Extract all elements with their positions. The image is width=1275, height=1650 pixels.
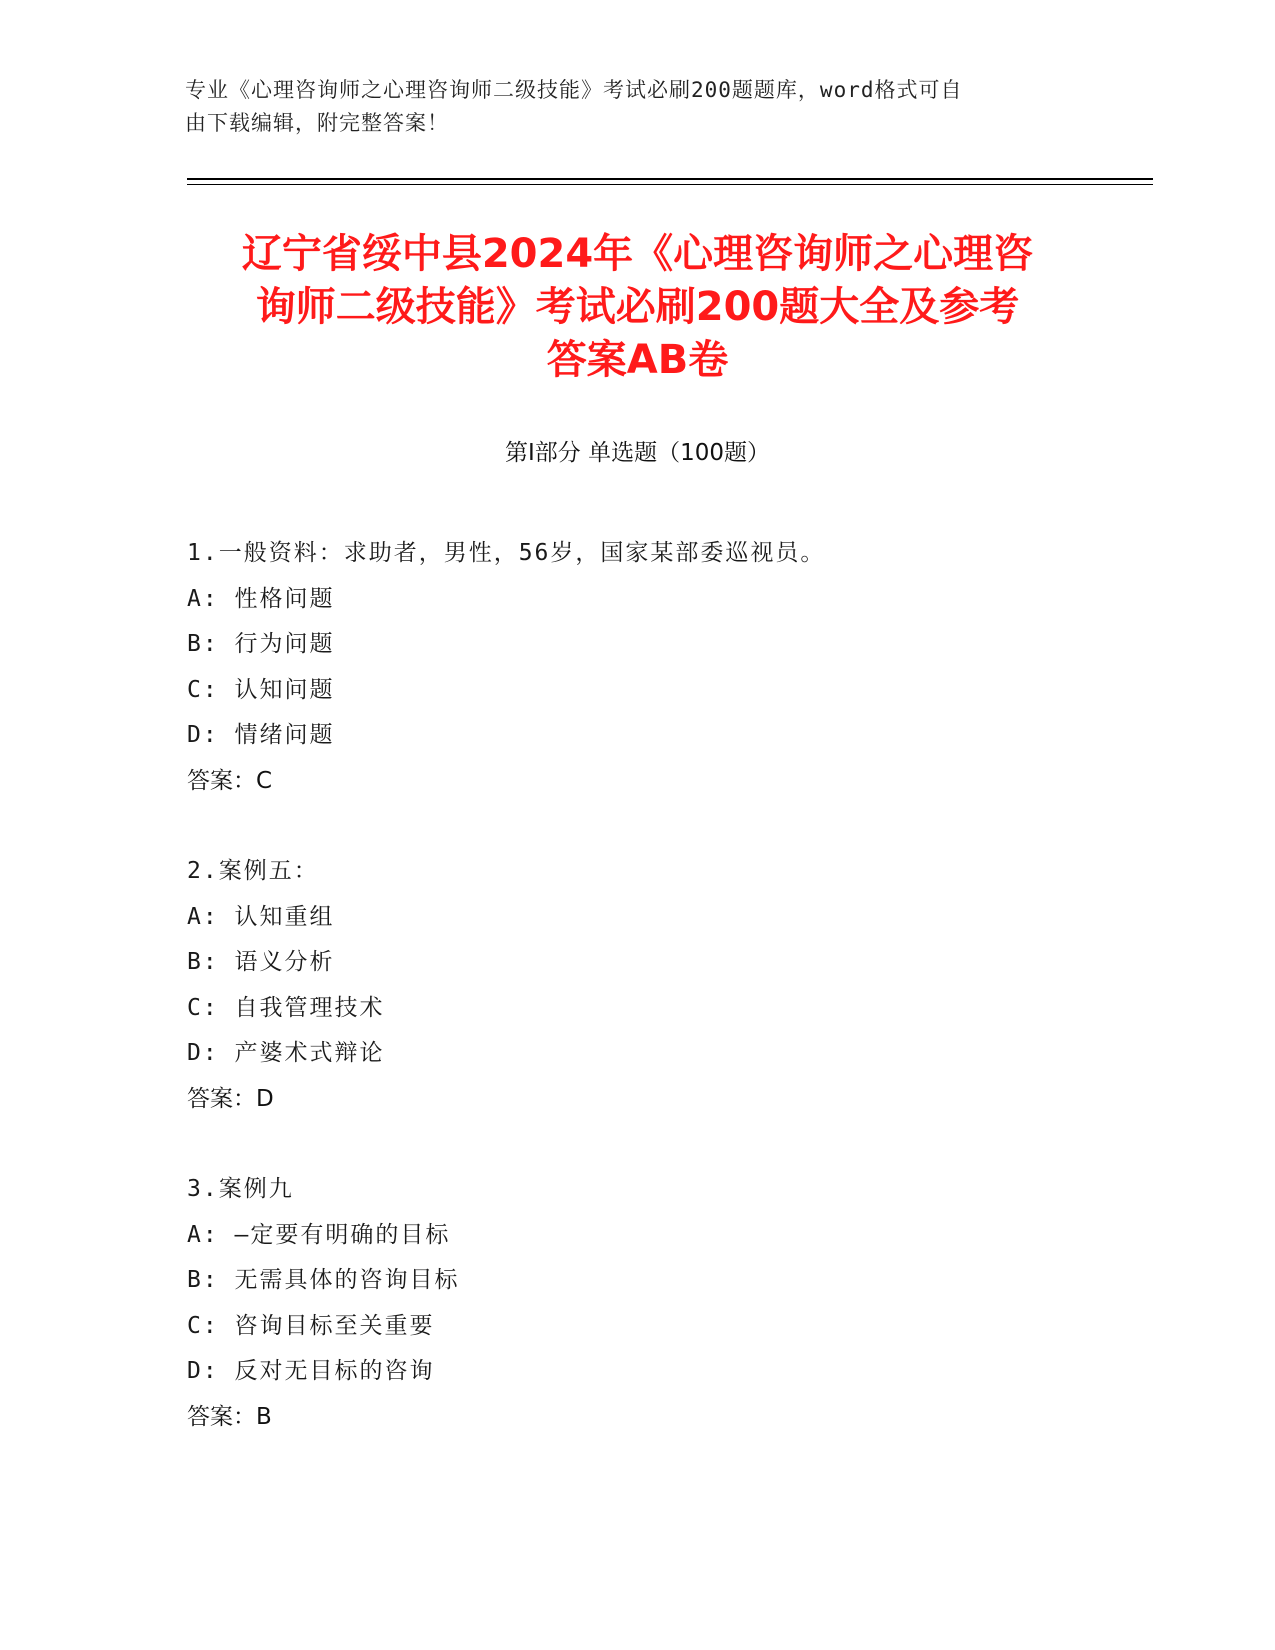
- header-divider-thick: [187, 178, 1153, 180]
- header-note-line-1: 专业《心理咨询师之心理咨询师二级技能》考试必刷200题题库，word格式可自: [185, 78, 963, 102]
- question-stem: 2.案例五：: [187, 858, 319, 884]
- document-title: [150, 228, 1125, 387]
- option-a: A: 性格问题: [187, 585, 335, 612]
- question-item: [187, 531, 1087, 804]
- question-list: [187, 531, 1087, 1485]
- option-a: A: —定要有明确的目标: [187, 1221, 451, 1248]
- title-line-1: 辽宁省绥中县2024年《心理咨询师之心理咨: [241, 231, 1034, 277]
- title-line-3: 答案AB卷: [546, 337, 729, 383]
- option-d: D: 产婆术式辩论: [187, 1040, 385, 1066]
- document-header-note: [185, 74, 1085, 140]
- question-item: [187, 1167, 1087, 1440]
- option-c: C: 认知问题: [187, 676, 335, 703]
- option-a: A: 认知重组: [187, 903, 335, 930]
- option-b: B: 语义分析: [187, 949, 335, 975]
- question-item: [187, 849, 1087, 1122]
- option-d: D: 反对无目标的咨询: [187, 1358, 435, 1384]
- section-title: 第Ⅰ部分 单选题（100题）: [505, 440, 770, 466]
- answer-line: 答案：D: [187, 1085, 274, 1112]
- option-b: B: 行为问题: [187, 631, 335, 657]
- title-line-2: 询师二级技能》考试必刷200题大全及参考: [255, 284, 1020, 330]
- answer-line: 答案：B: [187, 1403, 272, 1430]
- question-stem: 1.一般资料：求助者，男性，56岁，国家某部委巡视员。: [187, 540, 826, 566]
- question-stem: 3.案例九: [187, 1176, 294, 1202]
- header-note-line-2: 由下载编辑，附完整答案！: [185, 111, 449, 135]
- option-b: B: 无需具体的咨询目标: [187, 1267, 460, 1293]
- answer-line: 答案：C: [187, 767, 273, 794]
- option-d: D: 情绪问题: [187, 722, 335, 748]
- option-c: C: 咨询目标至关重要: [187, 1312, 435, 1339]
- header-divider-thin: [187, 184, 1153, 185]
- option-c: C: 自我管理技术: [187, 994, 385, 1021]
